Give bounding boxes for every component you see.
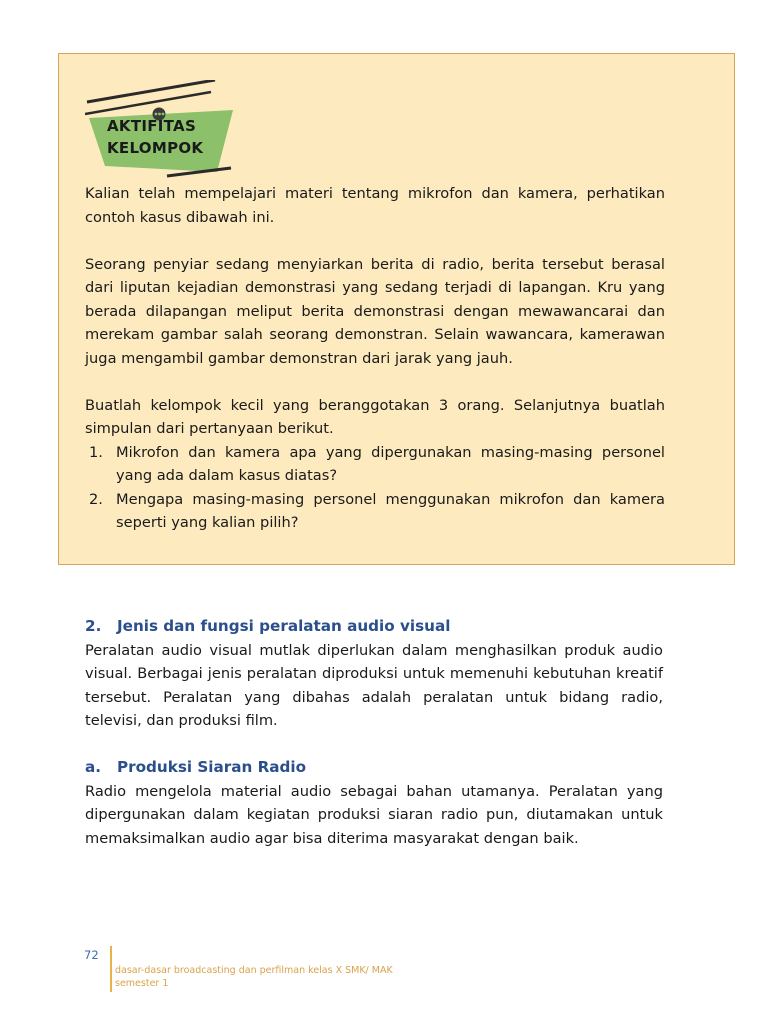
footer-caption <box>115 964 393 990</box>
group-activity-box <box>58 53 735 565</box>
question-item <box>89 488 665 535</box>
question-text: Mikrofon dan kamera apa yang dipergunakan masing-masing personel yang ada dalam kasus diatas? <box>116 443 665 484</box>
activity-intro: Kalian telah mempelajari materi tentang mikrofon dan kamera, perhatikan contoh kasus dibawah ini. <box>85 185 665 226</box>
question-item <box>89 441 665 488</box>
badge-line-2: KELOMPOK <box>107 139 204 157</box>
activity-badge <box>85 80 245 180</box>
page-number: 72 <box>84 948 99 962</box>
activity-task: Buatlah kelompok kecil yang beranggotakan 3 orang. Selanjutnya buatlah simpulan dari pertanyaan berikut. <box>85 396 665 437</box>
subsection-letter: a. <box>85 758 102 776</box>
section-radio-production <box>85 756 663 850</box>
question-list <box>85 441 665 535</box>
section-heading <box>85 615 663 639</box>
badge-line-1: AKTIFITAS <box>107 117 197 135</box>
question-number: 2. <box>89 490 103 508</box>
question-text: Mengapa masing-masing personel menggunakan mikrofon dan kamera seperti yang kalian pilih? <box>116 490 665 531</box>
footer-semester: semester 1 <box>115 978 169 989</box>
subsection-body: Radio mengelola material audio sebagai bahan utamanya. Peralatan yang dipergunakan dalam kegiatan produksi siaran radio pun, diutamakan untuk memaksimalkan audio agar bisa diterima masyarakat dengan baik. <box>85 782 663 847</box>
footer-book-title: dasar-dasar broadcasting dan perfilman kelas X SMK/ MAK <box>115 965 393 976</box>
question-number: 1. <box>89 443 103 461</box>
subsection-heading <box>85 756 663 780</box>
section-audio-visual-equipment <box>85 615 663 733</box>
section-number: 2. <box>85 617 102 635</box>
section-body: Peralatan audio visual mutlak diperlukan dalam menghasilkan produk audio visual. Berbagai jenis peralatan diproduksi untuk memenuhi kebutuhan kreatif tersebut. Peralatan yang dibahas adalah peralatan untuk bidang radio, televisi, dan produksi film. <box>85 641 663 729</box>
badge-title <box>107 115 203 159</box>
subsection-title: Produksi Siaran Radio <box>117 758 307 776</box>
activity-content <box>85 182 665 535</box>
section-title: Jenis dan fungsi peralatan audio visual <box>117 617 451 635</box>
footer-divider <box>110 946 112 992</box>
activity-case: Seorang penyiar sedang menyiarkan berita di radio, berita tersebut berasal dari liputan kejadian demonstrasi yang sedang terjadi di lapangan. Kru yang berada dilapangan meliput berita demonstrasi dengan mewawancarai dan merekam gambar salah seorang demonstran. Selain wawancara, kamerawan juga mengambil gambar demonstran dari jarak yang jauh. <box>85 255 665 367</box>
